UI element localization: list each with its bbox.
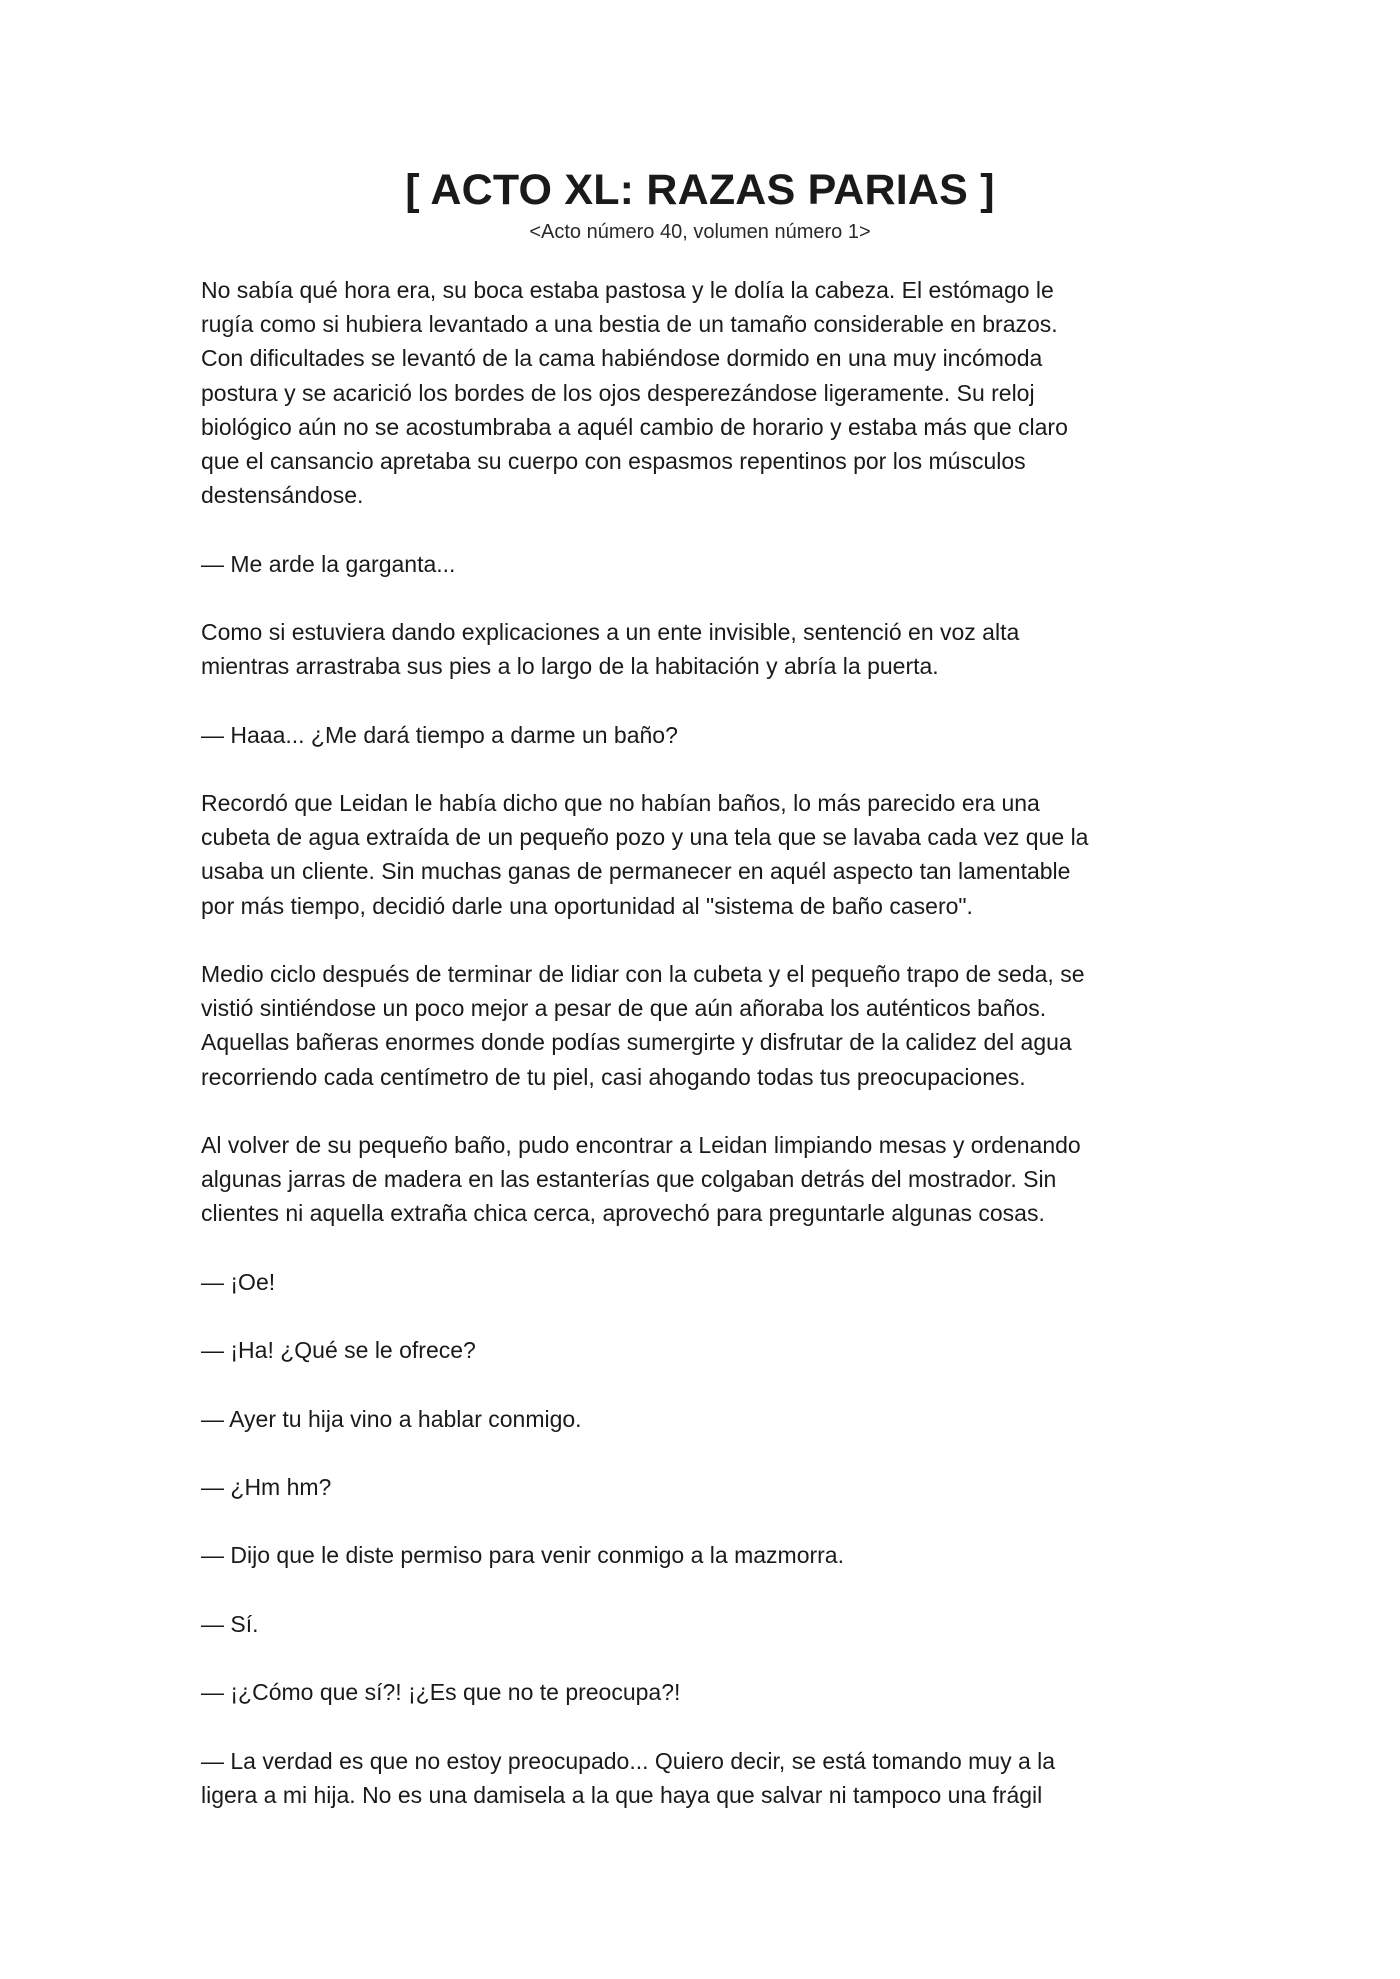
dialogue-line: [201, 1265, 1201, 1299]
text-line: — ¿Hm hm?: [201, 1473, 332, 1500]
text-line: Al volver de su pequeño baño, pudo encontrar a Leidan limpiando mesas y ordenando: [201, 1131, 1081, 1158]
text-line: vistió sintiéndose un poco mejor a pesar de que aún añoraba los auténticos baños.: [201, 995, 1047, 1022]
text-line: Recordó que Leidan le había dicho que no habían baños, lo más parecido era una: [201, 789, 1040, 816]
text-line: — Dijo que le diste permiso para venir conmigo a la mazmorra.: [201, 1542, 844, 1569]
text-line: algunas jarras de madera en las estanterías que colgaban detrás del mostrador. Sin: [201, 1166, 1057, 1193]
text-line: — Me arde la garganta...: [201, 550, 456, 577]
dialogue-line: [201, 1744, 1201, 1812]
text-line: — ¡¿Cómo que sí?! ¡¿Es que no te preocupa?!: [201, 1679, 681, 1706]
text-line: — ¡Ha! ¿Qué se le ofrece?: [201, 1337, 476, 1364]
narrative-paragraph: [201, 615, 1201, 683]
narrative-paragraph: [201, 273, 1201, 512]
text-line: — ¡Oe!: [201, 1268, 276, 1295]
text-line: que el cansancio apretaba su cuerpo con espasmos repentinos por los músculos: [201, 448, 1026, 475]
text-line: rugía como si hubiera levantado a una bestia de un tamaño considerable en brazos.: [201, 311, 1058, 338]
narrative-paragraph: [201, 957, 1201, 1094]
dialogue-line: [201, 1402, 1201, 1436]
narrative-paragraph: [201, 786, 1201, 923]
narrative-paragraph: [201, 1128, 1201, 1231]
text-line: No sabía qué hora era, su boca estaba pastosa y le dolía la cabeza. El estómago le: [201, 277, 1054, 303]
dialogue-line: [201, 1675, 1201, 1709]
dialogue-line: [201, 1538, 1201, 1572]
text-line: Como si estuviera dando explicaciones a un ente invisible, sentenció en voz alta: [201, 619, 1020, 645]
text-line: — Sí.: [201, 1610, 259, 1637]
chapter-body: [201, 273, 1201, 1846]
dialogue-line: [201, 1607, 1201, 1641]
text-line: postura y se acarició los bordes de los ojos desperezándose ligeramente. Su reloj: [201, 379, 1035, 406]
chapter-subtitle: <Acto número 40, volumen número 1>: [529, 221, 871, 243]
chapter-header: [0, 162, 1400, 246]
text-line: cubeta de agua extraída de un pequeño pozo y una tela que se lavaba cada vez que la: [201, 824, 1089, 851]
dialogue-line: [201, 547, 1201, 581]
text-line: — Ayer tu hija vino a hablar conmigo.: [201, 1405, 582, 1432]
text-line: — La verdad es que no estoy preocupado... Quiero decir, se está tomando muy a la: [201, 1747, 1056, 1774]
text-line: usaba un cliente. Sin muchas ganas de permanecer en aquél aspecto tan lamentable: [201, 858, 1071, 885]
chapter-title: [ ACTO XL: RAZAS PARIAS ]: [405, 166, 995, 214]
text-line: Aquellas bañeras enormes donde podías sumergirte y disfrutar de la calidez del agua: [201, 1029, 1072, 1056]
text-line: biológico aún no se acostumbraba a aquél cambio de horario y estaba más que claro: [201, 413, 1068, 440]
text-line: destensándose.: [201, 482, 364, 509]
dialogue-line: [201, 718, 1201, 752]
text-line: Con dificultades se levantó de la cama habiéndose dormido en una muy incómoda: [201, 345, 1043, 372]
dialogue-line: [201, 1333, 1201, 1367]
text-line: mientras arrastraba sus pies a lo largo de la habitación y abría la puerta.: [201, 653, 939, 680]
text-line: ligera a mi hija. No es una damisela a la que haya que salvar ni tampoco una frágil: [201, 1781, 1043, 1808]
text-line: — Haaa... ¿Me dará tiempo a darme un baño?: [201, 721, 678, 748]
dialogue-line: [201, 1470, 1201, 1504]
text-line: por más tiempo, decidió darle una oportunidad al "sistema de baño casero".: [201, 892, 973, 919]
text-line: Medio ciclo después de terminar de lidiar con la cubeta y el pequeño trapo de seda, se: [201, 960, 1085, 987]
text-line: recorriendo cada centímetro de tu piel, casi ahogando todas tus preocupaciones.: [201, 1063, 1026, 1090]
text-line: clientes ni aquella extraña chica cerca, aprovechó para preguntarle algunas cosas.: [201, 1200, 1045, 1227]
